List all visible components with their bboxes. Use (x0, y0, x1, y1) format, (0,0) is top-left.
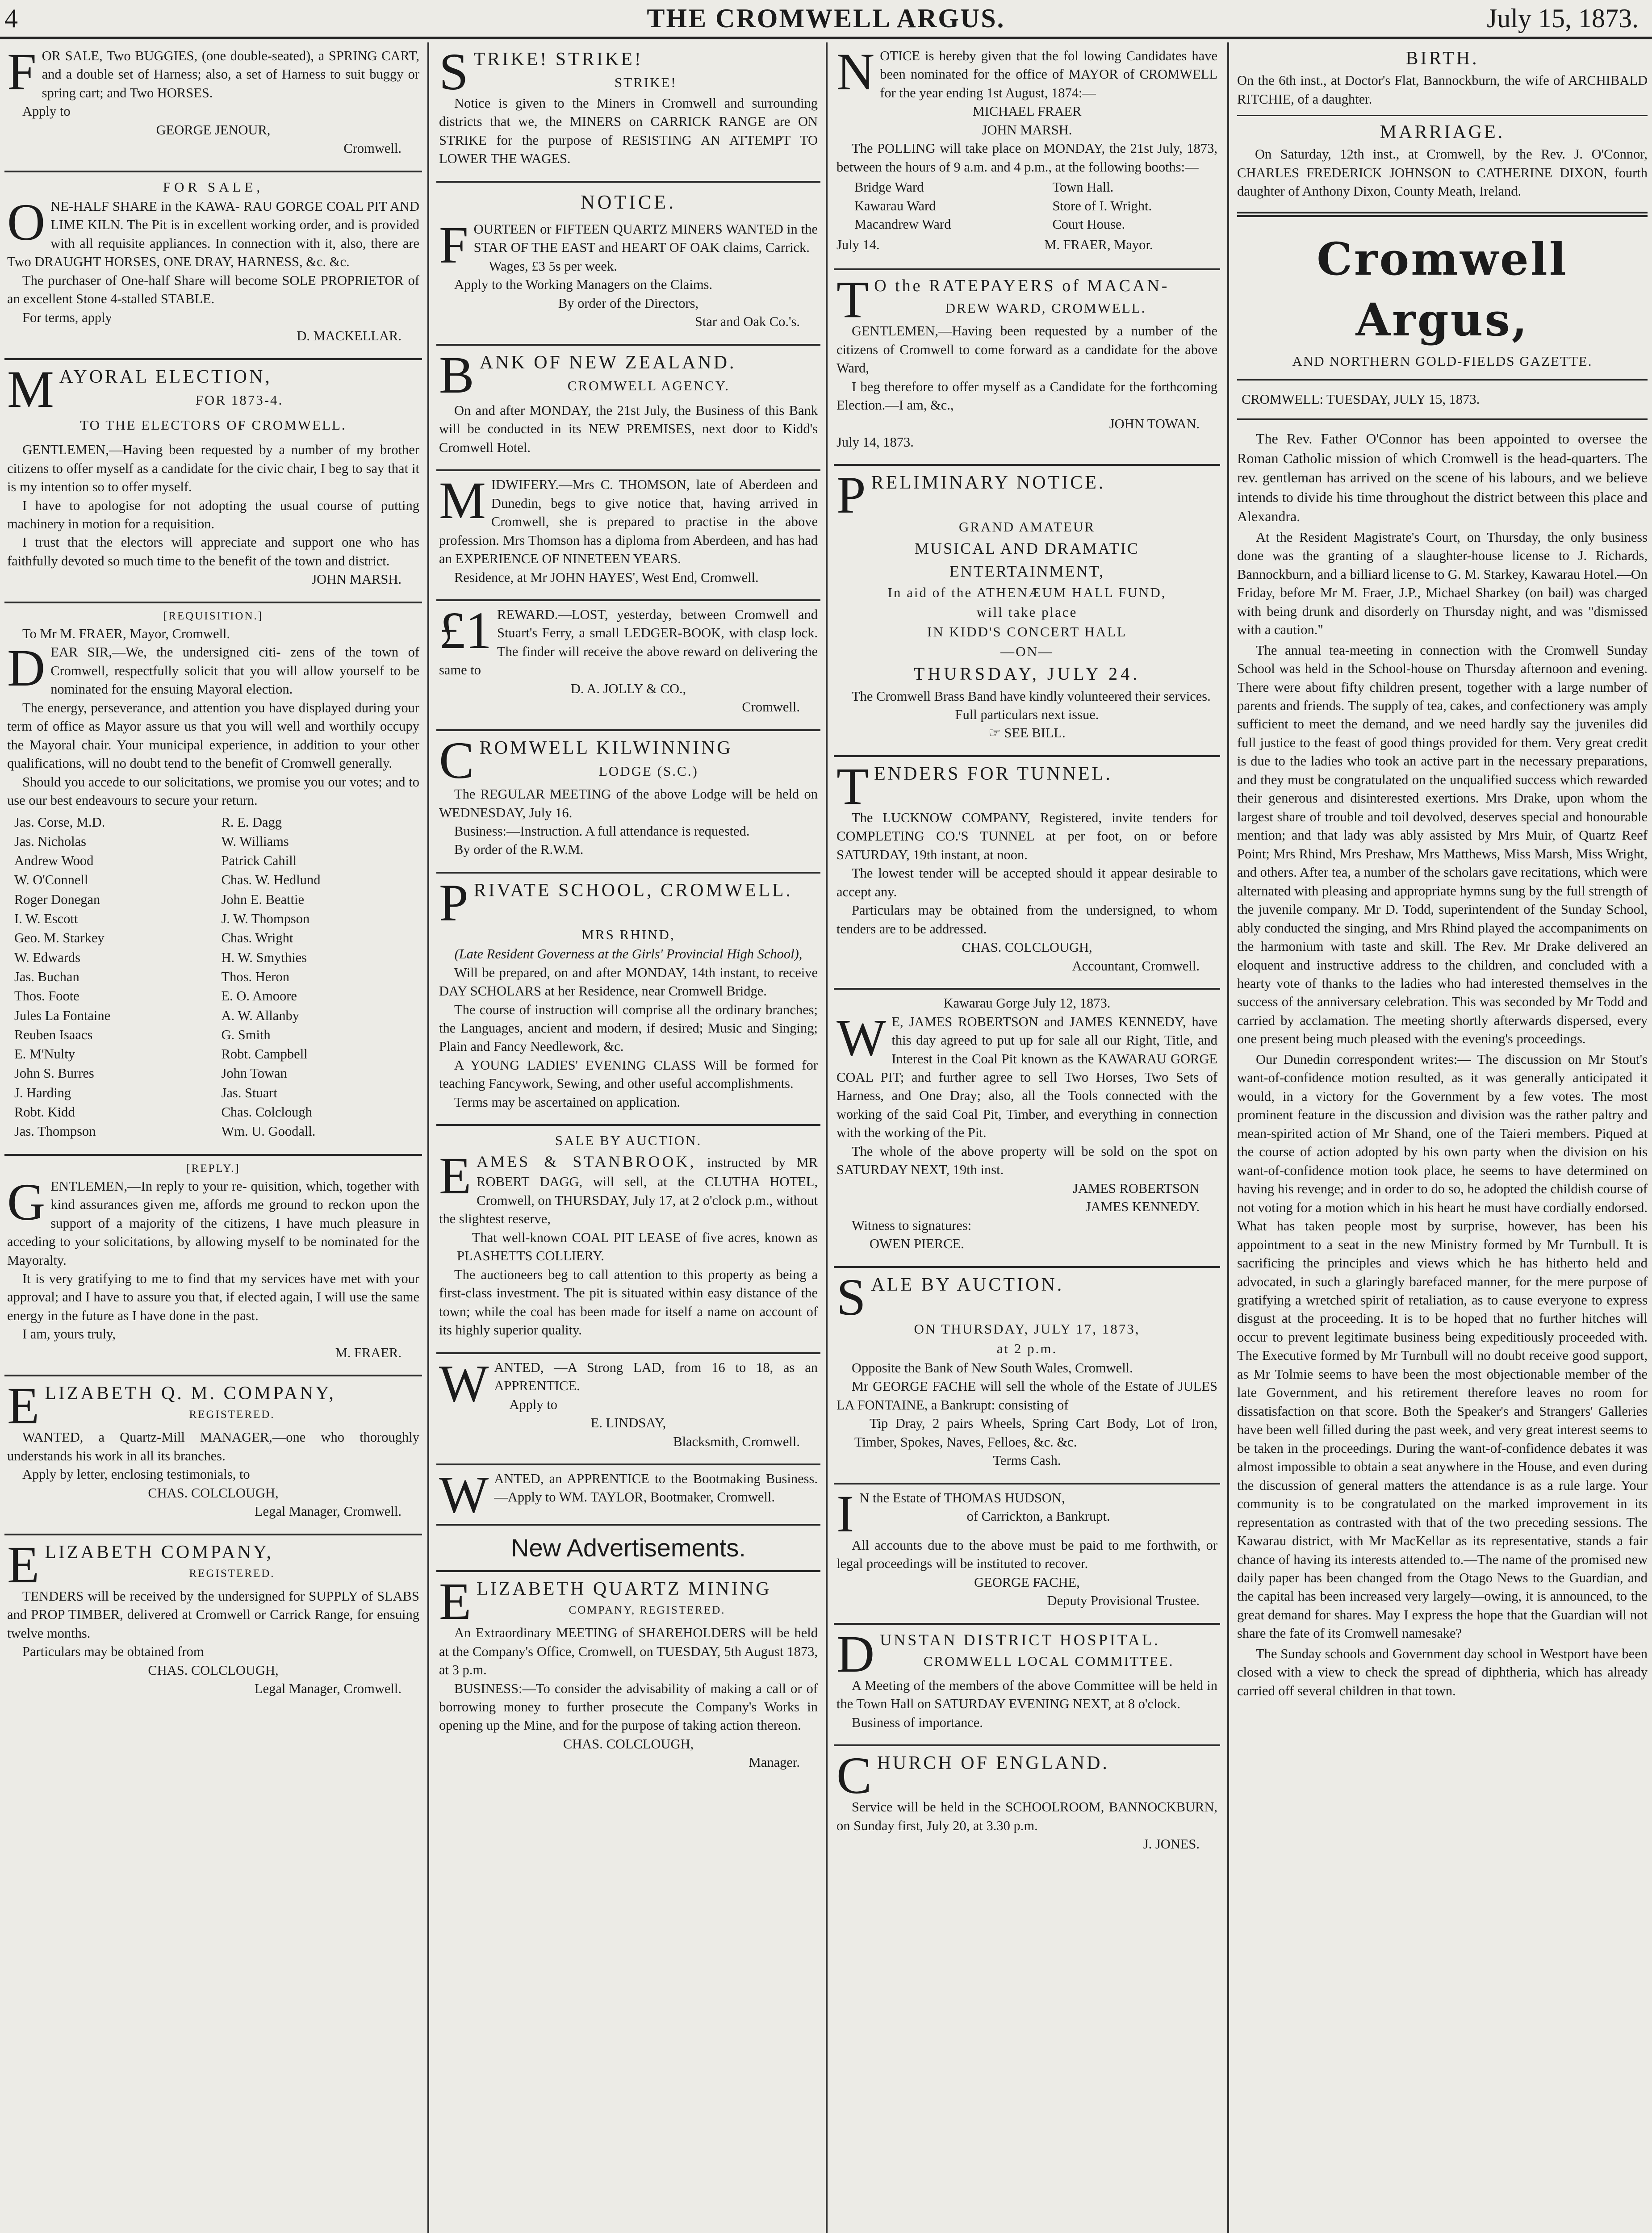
column-rule (427, 42, 429, 2233)
signatory-list (14, 813, 419, 1142)
signatory-name: John E. Beattie (221, 891, 305, 907)
ad-heading: RIVATE SCHOOL, CROMWELL. (473, 880, 793, 901)
ad-signature: JOHN MARSH. (311, 572, 401, 587)
signatory-name: J. W. Thompson (221, 911, 310, 927)
ad-paragraph: I trust that the electors will appreciate and support one who has faithfully devoted so much time to the benefit of the town and district. (7, 535, 419, 569)
ad-first-line: ENTLEMEN,—In reply to your re- (50, 1178, 247, 1194)
ad-first-line: NE-HALF SHARE in the KAWA- (50, 198, 240, 214)
ad-kilwinning-lodge (436, 731, 820, 874)
ad-subheading: LODGE (S.C.) (598, 763, 698, 779)
ad-body: lowing Candidates have been nominated for the office of MAYOR of CROMWELL for the year ending 1st August, 1874:— (880, 48, 1217, 100)
ad-body: instructed by MR ROBERT DAGG, will sell, at the CLUTHA HOTEL, Cromwell, on THURSDAY, July 17, at 2 o'clock p.m., without the slightest reserve, (439, 1155, 818, 1227)
ad-body: MINERS WANTED in the STAR OF THE EAST and HEART OF OAK claims, Carrick. (473, 221, 818, 255)
signatory-name: Chas. Wright (221, 930, 293, 946)
ad-first-line: AMES & STANBROOK, (477, 1153, 696, 1171)
ad-paragraph: It is very gratifying to me to find that my services have met with your approval; and I have to assure you that, if elected again, I will use the same energy in the future as I have done in the past. (7, 1271, 419, 1323)
ad-heading: FOR SALE, (163, 179, 264, 195)
ad-estate-thomas-hudson (834, 1484, 1220, 1625)
newspaper-title: THE CROMWELL ARGUS. (647, 4, 1005, 33)
drop-cap: £1 (439, 601, 492, 660)
ad-body: The LUCKNOW COMPANY, Registered, invite tenders for COMPLETING CO.'S TUNNEL at per foot, on or before SATURDAY, 19th instant, at noon. (836, 810, 1217, 862)
signatory-name: I. W. Escott (14, 911, 78, 927)
ad-paragraph: GENTLEMEN,—Having been requested by a number of my brother citizens to offer myself as a candidate for the civic chair, I beg to say that it is my intention so to offer myself. (7, 442, 419, 495)
candidate-name: MICHAEL FRAER (972, 104, 1082, 119)
see-bill-text: SEE BILL. (1004, 725, 1066, 741)
ad-paragraph: The POLLING will take place on MONDAY, the 21st July, 1873, between the hours of 9 a.m. and 4 p.m., at the following booths:— (836, 141, 1217, 175)
signatory-name: Patrick Cahill (221, 853, 297, 869)
candidate-name: JOHN MARSH. (982, 122, 1072, 138)
ad-signature: JAMES KENNEDY. (1085, 1199, 1200, 1215)
drop-cap: D (7, 639, 46, 698)
drop-cap: S (439, 42, 468, 101)
drop-cap: B (439, 345, 474, 404)
ad-paragraph: Particulars may be obtained from (22, 1644, 204, 1660)
ad-heading: NOTICE. (580, 191, 677, 213)
ad-signature: GEORGE FACHE, (974, 1574, 1080, 1590)
ad-tenders-tunnel (834, 757, 1220, 990)
masthead (0, 0, 1652, 33)
ad-heading: O the RATEPAYERS of MACAN- (874, 276, 1170, 296)
ad-order: By order of the Directors, (558, 295, 699, 311)
ad-paragraph: The purchaser of One-half Share will become SOLE PROPRIETOR of an excellent Stone 4-stalled STABLE. (7, 272, 419, 307)
signatory-name: Jules La Fontaine (14, 1008, 111, 1023)
signatory-name: Jas. Corse, M.D. (14, 814, 105, 830)
ad-heading: UNSTAN DISTRICT HOSPITAL. (880, 1631, 1160, 1649)
signatory-name: Geo. M. Starkey (14, 930, 105, 946)
ad-footer (836, 236, 1217, 254)
ad-body: WANTED, a Quartz-Mill MANAGER,—one who thoroughly understands his work in all its branches. (7, 1430, 419, 1464)
birth-notice: On the 6th inst., at Doctor's Flat, Bannockburn, the wife of ARCHIBALD RITCHIE, of a daughter. (1237, 73, 1648, 107)
ad-dateline: Kawarau Gorge July 12, 1873. (943, 995, 1111, 1011)
signatory-name: E. M'Nulty (14, 1046, 75, 1062)
ad-lot: That well-known COAL PIT LEASE of five acres, known as PLASHETTS COLLIERY. (457, 1229, 818, 1264)
ad-robertson-kennedy-coal-pit (834, 990, 1220, 1268)
signatory-name: Andrew Wood (14, 853, 94, 869)
ad-wages: Wages, £3 5s per week. (489, 258, 617, 274)
drop-cap: W (439, 1465, 489, 1524)
ad-requisition (4, 603, 422, 1156)
ad-paragraph: The course of instruction will comprise all the ordinary branches; the Languages, ancient and modern, if desired; Music and Singing; Plain and Fancy Needlework, &c. (439, 1002, 818, 1054)
ad-terms: For terms, apply (22, 309, 112, 325)
ad-body: Notice is given to the Miners in Cromwell and surrounding districts that we, the MINERS on CARRICK RANGE are ON STRIKE for the purpose of RESISTING AN ATTEMPT TO LOWER THE WAGES. (439, 96, 818, 167)
ad-note: (Late Resident Governess at the Girls' Provincial High School), (454, 946, 803, 962)
ad-first-line: REWARD.—LOST, yesterday, (497, 607, 672, 622)
ad-body: 16 to 18, as an APPRENTICE. (494, 1359, 818, 1394)
ad-heading: LIZABETH QUARTZ MINING (477, 1579, 772, 1600)
ad-body: quisition, which, together with kind assurances given me, affords me ground to reckon upon the support of a majority of the citizens, I have much pleasure in acceding to your solicitations, by allowing myself to be nominated for the Mayoralty. (7, 1178, 419, 1268)
ad-first-line: IDWIFERY.—Mrs C. THOMSON, (491, 477, 690, 493)
news-paragraph: The annual tea-meeting in connection with the Cromwell Sunday School was held in the School-house on Thursday afternoon and evening. There were about fifty children present, together with a large number of parents and friends. The supply of tea, cakes, and confectionery was amply sufficient to meet the demand, and we need hardly say the juveniles did full justice to the feast of good things provided for them. Very great credit is due to the ladies who took an active part in the necessary preparations, and they must be congratulated on the unqualified success which rewarded their generous and disinterested exertions. Mrs Drake, upon whom the largest share of trouble and toil devolved, deserves special and honourable mention; and that lady was ably assisted by Mrs Muir, of Quartz Reef Point; Mrs Rhind, Mrs Preshaw, Mrs Matthews, Miss Marsh, Miss Wright, and others. After tea, a number of the scholars gave recitations, which were alternated with pleasing and appropriate hymns sung by the full strength of the juvenile company. Mr D. Todd, superintendent of the Sunday School, ably conducted the singing, and Mrs Rhind played the accompaniments on the harmonium with taste and skill. The Rev. Mr Drake delivered an eloquent and instructive address to the children, and concluded with a hearty vote of thanks to the ladies who had interested themselves in the success of the anniversary celebration. This was seconded by Mr Todd and carried by acclamation. The meeting shortly afterwards dispersed, every one present being much pleased with the evening's proceedings. (1237, 642, 1648, 1047)
ad-paragraph: Particulars may be obtained from the undersigned, to whom tenders are to be addressed. (836, 903, 1217, 937)
booth-ward: Macandrew Ward (854, 217, 951, 232)
auction-date: ON THURSDAY, JULY 17, 1873, (914, 1321, 1140, 1337)
ad-subheading: CROMWELL LOCAL COMMITTEE. (923, 1653, 1174, 1669)
ad-signature: CHAS. COLCLOUGH, (148, 1485, 279, 1501)
ad-signature: D. A. JOLLY & CO., (570, 681, 686, 696)
ad-heading: ANK OF NEW ZEALAND. (479, 352, 736, 373)
signatory-name: Wm. U. Goodall. (221, 1124, 316, 1139)
column-4 (1233, 42, 1652, 2233)
drop-cap: E (7, 1535, 40, 1594)
ad-elizabeth-quartz-mining (436, 1572, 820, 1785)
ad-coal-pit-share (4, 172, 422, 360)
event-line: will take place (976, 604, 1078, 620)
ad-signature: GEORGE JENOUR, (156, 122, 271, 138)
see-bill-line (836, 724, 1217, 742)
ad-body: RAU GORGE COAL PIT AND LIME KILN. The Pit is in excellent working order, and is provided with all requisite appliances. In connection with it, also, there are Two DRAUGHT HORSES, ONE DRAY, HARNESS, &c. &c. (7, 198, 420, 270)
ad-signature: D. MACKELLAR. (297, 328, 401, 344)
signatory-name: H. W. Smythies (221, 949, 307, 965)
drop-cap: G (7, 1172, 46, 1231)
ad-body: TENDERS will be received by the undersigned for SUPPLY of SLABS and PROP TIMBER, delivered at Cromwell or Carrick Range, for ensuing twelve months. (7, 1588, 419, 1641)
ad-paragraph: Apply to the Working Managers on the Claims. (454, 277, 713, 293)
news-paragraph: Our Dunedin correspondent writes:— The discussion on Mr Stout's want-of-confidence motion resulted, as it was generally anticipated it would, in a victory for the Government by a few votes. The most prominent feature in the discussion and division was the rather paltry and mean-spirited action of Mr Shand, one of the Taieri members. Piqued at the course of action adopted by his own party when the division on his want-of-confidence motion took place, he seems to have determined on having his revenge; and in order to do so, he adopted the childish course of not voting for a motion which in his heart he must have cordially endorsed. What has taken people most by surprise, however, has been his appointment to a seat in the new Ministry formed by Mr Turnbull. It is sacrificing the principles and views which he has hitherto held and advocated, in such a glaringly barefaced manner, for the mere purpose of gratifying a wretched spirit of retaliation, as to cause everyone to express disgust at the proceeding. It is to be hoped that no further hitches will occur to prevent legitimate business being expeditiously proceeded with. The Executive formed by Mr Turnbull will no doubt receive good support, as Mr Tolmie seems to have been the most objectionable member of the late Government, and his retirement therefore leaves no room for dissatisfaction on that score. Both the Speaker's and Strangers' Galleries have been well filled during the past week, and very great interest seems to be taken in the proceedings. During the want-of-confidence debates it was almost impossible to obtain a seat anywhere in the House, and even during the discussion of general matters the attendance is as a rule large. Your community is to be congratulated on the marked improvement in its representation as contrasted with that of the two preceding sessions. The Kawarau district, with Mr MacKellar as its representative, stands a fair chance of having its interests attended to.—The name of the promised new daily paper has been changed from the Otago News to the Guardian, and the capital has been increased very largely—owing, it is announced, to the great demand for shares. May I express the hope that the Guardian will not share the fate of its Cromwell namesake? (1237, 1051, 1648, 1641)
drop-cap: E (439, 1572, 472, 1631)
ad-witness-name: OWEN PIERCE. (870, 1236, 964, 1252)
ad-elizabeth-company (4, 1535, 422, 1711)
ad-heading: RELIMINARY NOTICE. (871, 473, 1106, 493)
drop-cap: I (836, 1484, 854, 1543)
ad-wanted-lad (436, 1354, 820, 1465)
ad-signature-title: Manager. (749, 1755, 800, 1770)
ad-label: [REPLY.] (186, 1162, 240, 1175)
event-line: In aid of the ATHENÆUM HALL FUND, (887, 584, 1167, 600)
ad-body: double-seated), a SPRING CART, and a double set of Harness; also, a set of Harness to suit buggy or spring cart; and Two HORSES. (42, 48, 419, 100)
ad-body: between Cromwell and Stuart's Ferry, a small LEDGER-BOOK, with clasp lock. The finder will receive the above reward on delivering the same to (439, 607, 818, 678)
column-1 (0, 42, 427, 2233)
signatory-name: R. E. Dagg (221, 814, 282, 830)
ad-body: The Cromwell Brass Band have kindly volunteered their services. (852, 688, 1211, 704)
editorial-dateline: CROMWELL: TUESDAY, JULY 15, 1873. (1237, 381, 1648, 420)
drop-cap: E (439, 1146, 472, 1205)
signatory-name: Thos. Foote (14, 988, 79, 1004)
signatory-name: John S. Burres (14, 1066, 94, 1081)
ad-body: zens of the town of Cromwell, respectfully solicit that you will allow yourself to be nominated for the ensuing Mayoral election. (50, 644, 420, 697)
ad-body: Bootmaking Business.—Apply to WM. TAYLOR, Bootmaker, Cromwell. (494, 1471, 818, 1505)
signatory-name: E. O. Amoore (221, 988, 297, 1004)
birth-heading: BIRTH. (1405, 48, 1479, 69)
ad-body: The REGULAR MEETING of the above Lodge will be held on WEDNESDAY, July 16. (439, 786, 818, 820)
event-line: GRAND AMATEUR (958, 519, 1096, 535)
ad-buggies-for-sale (4, 42, 422, 172)
ad-body: Mr GEORGE FACHE will sell the whole of the Estate of JULES LA FONTAINE, a Bankrupt: consisting of (836, 1379, 1217, 1413)
drop-cap: C (439, 731, 474, 790)
ad-first-line: OR SALE, Two BUGGIES, (one (42, 48, 226, 63)
ad-paragraph: Apply by letter, enclosing testimonials, to (22, 1467, 250, 1482)
booth-ward: Kawarau Ward (854, 198, 936, 213)
ad-heading: LIZABETH COMPANY, (45, 1542, 274, 1563)
ad-first-line: N the Estate of THOMAS HUDSON, (859, 1490, 1065, 1505)
booth-location: Court House. (1052, 217, 1125, 232)
ad-place: Cromwell. (343, 141, 401, 156)
ad-signature: E. LINDSAY, (590, 1415, 666, 1431)
drop-cap: N (836, 42, 875, 101)
ad-heading: ALE BY AUCTION. (871, 1274, 1064, 1295)
pointing-hand-icon: ☞ (988, 725, 1004, 741)
drop-cap: F (439, 215, 468, 274)
ad-addressee: TO THE ELECTORS OF CROMWELL. (80, 417, 347, 433)
ad-reply (4, 1156, 422, 1377)
ad-subheading: REGISTERED. (189, 1409, 275, 1421)
news-paragraph: The Sunday schools and Government day school in Westport have been closed with a view to check the spread of diphtheria, which has already carried off several children in that town. (1237, 1646, 1648, 1698)
ad-heading: AYORAL ELECTION, (59, 366, 272, 387)
ad-elizabeth-qm-company (4, 1376, 422, 1535)
ad-body: All accounts due to the above must be paid to me forthwith, or legal proceedings will be instituted to recover. (836, 1537, 1217, 1572)
ad-paragraph: Business of importance. (852, 1714, 983, 1730)
ad-signature: Star and Oak Co.'s. (694, 314, 800, 330)
ad-subheading: FOR 1873-4. (195, 392, 284, 408)
ad-heading: ENDERS FOR TUNNEL. (874, 763, 1112, 784)
ad-dunstan-hospital (834, 1625, 1220, 1746)
ad-apply: Apply to (22, 104, 71, 119)
ad-paragraph: Business:—Instruction. A full attendance is requested. (454, 824, 750, 839)
drop-cap: P (836, 466, 866, 525)
drop-cap: W (439, 1354, 489, 1413)
ad-body: An Extraordinary MEETING of SHAREHOLDERS will be held at the Company's Office, Cromwell, on TUESDAY, 5th August 1873, at 3 p.m. (439, 1625, 818, 1678)
ad-signature: CHAS. COLCLOUGH, (148, 1662, 279, 1678)
drop-cap: M (7, 360, 54, 418)
drop-cap: W (836, 1008, 887, 1067)
ad-paragraph: Should you accede to our solicitations, we promise you our votes; and to use our best endeavours to secure your return. (7, 774, 419, 808)
signatory-name: John Towan (221, 1066, 287, 1081)
polling-booth-list (854, 178, 1217, 234)
ad-ames-stanbrook-auction (436, 1126, 820, 1354)
signatory-name: Jas. Stuart (221, 1085, 277, 1100)
ad-first-line: OTICE is hereby given that the fol (880, 48, 1079, 63)
ad-heading: SALE BY AUCTION. (555, 1133, 702, 1149)
booth-location: Store of I. Wright. (1052, 198, 1152, 213)
signatory-name: Jas. Nicholas (14, 833, 86, 849)
drop-cap: T (836, 270, 869, 329)
ad-heading: ROMWELL KILWINNING (479, 737, 733, 758)
ad-paragraph: BUSINESS:—To consider the advisability of making a call or of borrowing money to further prosecute the Company's Works in opening up the Mine, and for the purpose of taking action thereon. (439, 1681, 818, 1733)
event-line: IN KIDD'S CONCERT HALL (927, 623, 1127, 640)
ad-signature-title: Legal Manager, Cromwell. (254, 1681, 401, 1696)
ad-order: By order of the R.W.M. (454, 842, 584, 857)
ad-body: A Meeting of the members of the above Committee will be held in the Town Hall on SATURDAY EVENING NEXT, at 8 o'clock. (836, 1677, 1217, 1712)
ad-subheading: STRIKE! (614, 75, 677, 91)
ad-closing: I am, yours truly, (22, 1326, 116, 1342)
signatory-name: Thos. Heron (221, 969, 289, 984)
marriage-notice: On Saturday, 12th inst., at Cromwell, by the Rev. J. O'Connor, CHARLES FREDERICK JOHNSON to CATHERINE DIXON, fourth daughter of Anthony Dixon, County Meath, Ireland. (1237, 146, 1648, 199)
signatory-name: Robt. Campbell (221, 1046, 308, 1062)
column-2 (432, 42, 825, 2233)
ad-signature: CHAS. COLCLOUGH, (563, 1736, 694, 1752)
signatory-name: Robt. Kidd (14, 1104, 75, 1120)
ad-label: [REQUISITION.] (163, 610, 263, 622)
ad-mayoral-election (4, 360, 422, 603)
ad-paragraph: The auctioneers beg to call attention to this property as being a first-class investment. The pit is situated within easy distance of the town; while the coal has been made for itself a name on account of its highly superior quality. (439, 1267, 818, 1338)
ad-teacher-name: MRS RHIND, (581, 926, 675, 942)
signatory-name: G. Smith (221, 1027, 271, 1042)
ad-signature-title: Accountant, Cromwell. (1072, 958, 1200, 974)
drop-cap: E (7, 1376, 40, 1435)
ad-paragraph: I beg therefore to offer myself as a Candidate for the forthcoming Election.—I am, &c., (836, 379, 1217, 413)
ad-heading: LIZABETH Q. M. COMPANY, (45, 1383, 336, 1404)
ad-signature: JAMES ROBERTSON (1073, 1180, 1200, 1196)
auction-items: Tip Dray, 2 pairs Wheels, Spring Cart Body, Lot of Iron, Timber, Spokes, Naves, Felloes, &c. &c. (854, 1416, 1217, 1450)
ad-body: late of Aberdeen and Dunedin, begs to give notice that, having arrived in Cromwell, she is prepared to practise in the above profession. Mrs Thomson has a diploma from Aberdeen, and has had an EXPERIENCE OF NINETEEN YEARS. (439, 477, 818, 567)
drop-cap: T (836, 757, 869, 815)
drop-cap: P (439, 873, 468, 932)
ad-first-line: ANTED, an APPRENTICE to the (494, 1471, 688, 1486)
ad-first-line: OURTEEN or FIFTEEN QUARTZ (473, 221, 668, 237)
ad-body: Will be prepared, on and after MONDAY, 14th instant, to receive DAY SCHOLARS at her Residence, near Cromwell Bridge. (439, 965, 818, 999)
ad-mayoral-nomination (834, 42, 1220, 270)
ad-signature: M. FRAER, Mayor. (1044, 237, 1153, 252)
auction-location: Opposite the Bank of New South Wales, Cromwell. (852, 1360, 1133, 1376)
ad-body: JAMES KENNEDY, have this day agreed to put up for sale all our Right, Title, and Interest in the Coal Pit known as the KAWARAU GORGE COAL PIT; and further agree to sell Two Horses, Two Sets of Harness, and One Dray; also, all the Tools connected with the working of the said Coal Pit, Timber, and everything in connection with the working of the Pit. (836, 1014, 1217, 1141)
ad-body: On and after MONDAY, the 21st July, the Business of this Bank will be conducted in its NEW PREMISES, next door to Kidd's Cromwell Hotel. (439, 402, 818, 455)
column-rule (1227, 42, 1229, 2233)
news-paragraph: At the Resident Magistrate's Court, on Thursday, the only business done was the granting of a slaughter-house license to J. Richards, Bannockburn, and a billiard license to G. M. Starkey, Kawarau Hotel.—On Friday, before Mr M. Fraer, J.P., Michael Sharkey (on bail) was charged with being drunk and disorderly on Thursday night, and was "dismissed with a caution." (1237, 529, 1648, 638)
marriage-heading: MARRIAGE. (1237, 115, 1648, 145)
event-line: —ON— (1000, 643, 1054, 659)
editorial-news (1237, 429, 1648, 1700)
ad-signature: J. JONES. (1143, 1836, 1200, 1852)
column-rule (826, 42, 828, 2233)
new-advertisements-banner: New Advertisements. (436, 1524, 820, 1572)
ad-paragraph: Residence, at Mr JOHN HAYES', West End, Cromwell. (454, 569, 759, 585)
ad-ratepayers-macandrew (834, 270, 1220, 466)
signatory-name: Roger Donegan (14, 891, 100, 907)
ad-sale-by-auction-fache (834, 1268, 1220, 1484)
ad-paragraph: The lowest tender will be accepted should it appear desirable to accept any. (836, 866, 1217, 899)
drop-cap: S (836, 1267, 866, 1326)
ad-paragraph: I have to apologise for not adopting the usual course of putting machinery in motion for a requisition. (7, 498, 419, 532)
ad-paragraph: Terms may be ascertained on application. (454, 1094, 681, 1110)
drop-cap: F (7, 42, 37, 101)
issue-date: July 15, 1873. (1486, 4, 1639, 33)
ad-subheading: of Carrickton, a Bankrupt. (966, 1509, 1110, 1524)
ad-midwifery (436, 471, 820, 601)
ad-strike (436, 42, 820, 183)
ad-wanted-apprentice-bootmaker (436, 1465, 820, 1524)
ad-signature: CHAS. COLCLOUGH, (962, 940, 1092, 955)
drop-cap: D (836, 1624, 875, 1683)
ad-quartz-miners-wanted (436, 183, 820, 346)
ad-subheading: DREW WARD, CROMWELL. (945, 300, 1146, 316)
ad-paragraph: The whole of the above property will be sold on the spot on SATURDAY NEXT, 19th inst. (836, 1143, 1217, 1178)
auction-time: at 2 p.m. (996, 1340, 1058, 1356)
auction-terms: Terms Cash. (993, 1453, 1061, 1468)
signatory-name: W. O'Connell (14, 872, 88, 888)
ad-first-line: ANTED, —A Strong LAD, from (494, 1359, 702, 1375)
signatory-name: Chas. W. Hedlund (221, 872, 321, 888)
ad-witness: Witness to signatures: (852, 1217, 972, 1233)
ad-paragraph: The energy, perseverance, and attention you have displayed during your term of office as Mayor assure us that you will well and worthily occupy the Mayoral chair. Your municipal experience, in addition to your other qualifications, will no doubt tend to the benefit of Cromwell generally. (7, 700, 419, 771)
signatory-name: J. Harding (14, 1085, 71, 1100)
ad-subheading: CROMWELL AGENCY. (567, 377, 730, 393)
event-line: ENTERTAINMENT, (949, 562, 1105, 580)
ad-date: July 14. (836, 237, 880, 252)
nameplate-subtitle: AND NORTHERN GOLD-FIELDS GAZETTE. (1237, 352, 1648, 381)
ad-paragraph: Full particulars next issue. (955, 707, 1099, 722)
ad-private-school (436, 874, 820, 1126)
booth-location: Town Hall. (1052, 180, 1114, 195)
ad-signature-title: Legal Manager, Cromwell. (254, 1504, 401, 1519)
ad-subheading: COMPANY, REGISTERED. (569, 1604, 726, 1617)
signatory-name: Jas. Buchan (14, 969, 79, 984)
signatory-name: W. Edwards (14, 949, 80, 965)
event-line: MUSICAL AND DRAMATIC (915, 539, 1139, 557)
booth-ward: Bridge Ward (854, 180, 924, 195)
signatory-name: A. W. Allanby (221, 1008, 300, 1023)
ad-church-of-england (834, 1746, 1220, 1866)
ad-signature: M. FRAER. (335, 1345, 401, 1360)
ad-first-line: EAR SIR,—We, the undersigned citi- (50, 644, 281, 660)
ad-date: July 14, 1873. (836, 434, 914, 450)
drop-cap: C (836, 1746, 872, 1805)
ad-place: Cromwell. (742, 699, 800, 715)
drop-cap: M (439, 471, 486, 530)
ad-reward (436, 601, 820, 731)
signatory-name: W. Williams (221, 833, 289, 849)
ad-body: Service will be held in the SCHOOLROOM, BANNOCKBURN, on Sunday first, July 20, at 3.30 p.m. (836, 1799, 1217, 1833)
ad-paragraph: A YOUNG LADIES' EVENING CLASS Will be formed for teaching Fancywork, Sewing, and other useful accomplishments. (439, 1057, 818, 1091)
ad-preliminary-notice (834, 466, 1220, 757)
signatory-name: Chas. Colclough (221, 1104, 312, 1120)
ad-bank-of-new-zealand (436, 346, 820, 472)
ad-signature: JOHN TOWAN. (1109, 416, 1200, 431)
newspaper-nameplate: Cromwell Argus, (1237, 212, 1648, 350)
ad-apply: Apply to (509, 1397, 557, 1412)
event-date: THURSDAY, JULY 24. (913, 664, 1141, 684)
masthead-rule (0, 37, 1652, 39)
signatory-name: Reuben Isaacs (14, 1027, 93, 1042)
ad-signature-title: Deputy Provisional Trustee. (1047, 1593, 1200, 1609)
ad-addressee: To Mr M. FRAER, Mayor, Cromwell. (22, 626, 230, 641)
page-number: 4 (4, 4, 18, 33)
drop-cap: O (7, 192, 46, 251)
ad-body: GENTLEMEN,—Having been requested by a number of the citizens of Cromwell to come forward as a candidate for the above Ward, (836, 323, 1217, 376)
ad-first-line: E, JAMES ROBERTSON and (891, 1014, 1064, 1029)
news-paragraph: The Rev. Father O'Connor has been appointed to oversee the Roman Catholic mission of which Cromwell is the head-quarters. The rev. gentleman has arrived on the scene of his labours, and we believe intends to divide his time throughout the district between this place and Alexandra. (1237, 431, 1648, 525)
ad-heading: TRIKE! STRIKE! (473, 49, 643, 70)
ad-heading: HURCH OF ENGLAND. (877, 1753, 1109, 1774)
column-3 (829, 42, 1225, 2233)
ad-subheading: REGISTERED. (189, 1567, 275, 1580)
ad-signature-title: Blacksmith, Cromwell. (673, 1434, 800, 1449)
signatory-name: Jas. Thompson (14, 1124, 96, 1139)
